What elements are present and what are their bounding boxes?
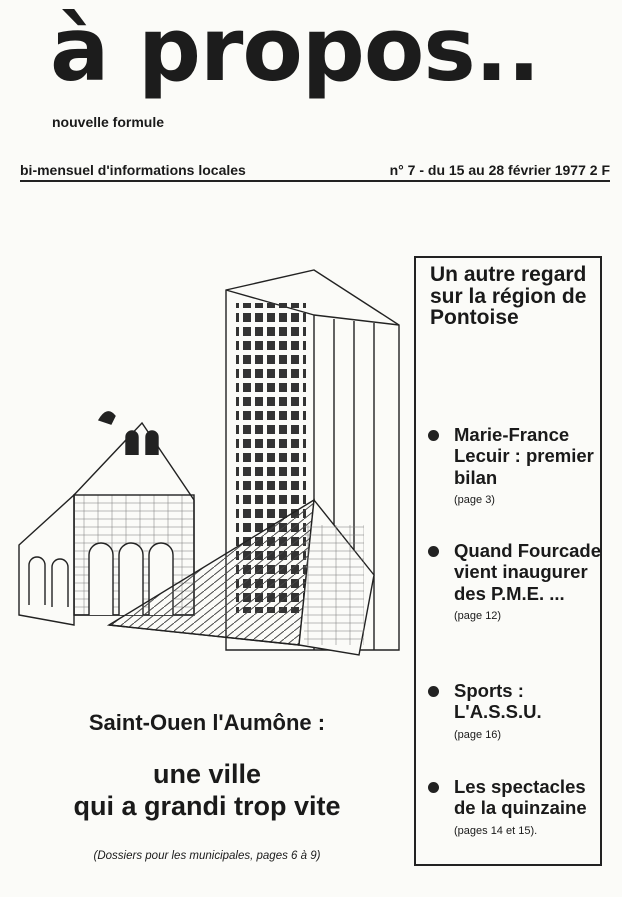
masthead-subtitle: nouvelle formule	[52, 114, 165, 130]
headline-line-2: qui a grandi trop vite	[73, 791, 341, 822]
church-and-tower-illustration	[14, 255, 406, 675]
item-title: Marie-France Lecuir : premier bilan	[454, 424, 594, 488]
bullet-icon	[428, 782, 439, 793]
list-item	[428, 776, 604, 837]
list-item	[428, 680, 604, 741]
periodicity-text: bi-mensuel d'informations locales	[20, 162, 246, 178]
item-title: Les spectacles de la quinzaine	[454, 776, 587, 819]
headline-kicker: Saint-Ouen l'Aumône :	[88, 710, 326, 735]
item-page: (page 3)	[454, 493, 495, 506]
issue-text: n° 7 - du 15 au 28 février 1977 2 F	[389, 162, 610, 178]
headline-title	[0, 758, 414, 823]
bullet-icon	[428, 430, 439, 441]
item-title: Sports : L'A.S.S.U.	[454, 680, 542, 723]
sidebar-heading: Un autre regard sur la région de Pontoise	[430, 263, 587, 330]
item-page: (pages 14 et 15).	[454, 824, 538, 837]
item-page: (page 16)	[454, 728, 502, 741]
header-rule	[20, 180, 610, 182]
item-page: (page 12)	[454, 609, 502, 622]
bullet-icon	[428, 686, 439, 697]
headline-line-1: une ville	[152, 759, 262, 789]
sidebar-box	[414, 256, 602, 866]
item-title: Quand Fourcade vient inaugurer des P.M.E. ...	[454, 540, 601, 604]
masthead-title: à propos..	[50, 0, 540, 101]
bullet-icon	[428, 546, 439, 557]
headline-note: (Dossiers pour les municipales, pages 6 à 9)	[93, 850, 321, 862]
list-item	[428, 540, 604, 622]
list-item	[428, 424, 604, 506]
